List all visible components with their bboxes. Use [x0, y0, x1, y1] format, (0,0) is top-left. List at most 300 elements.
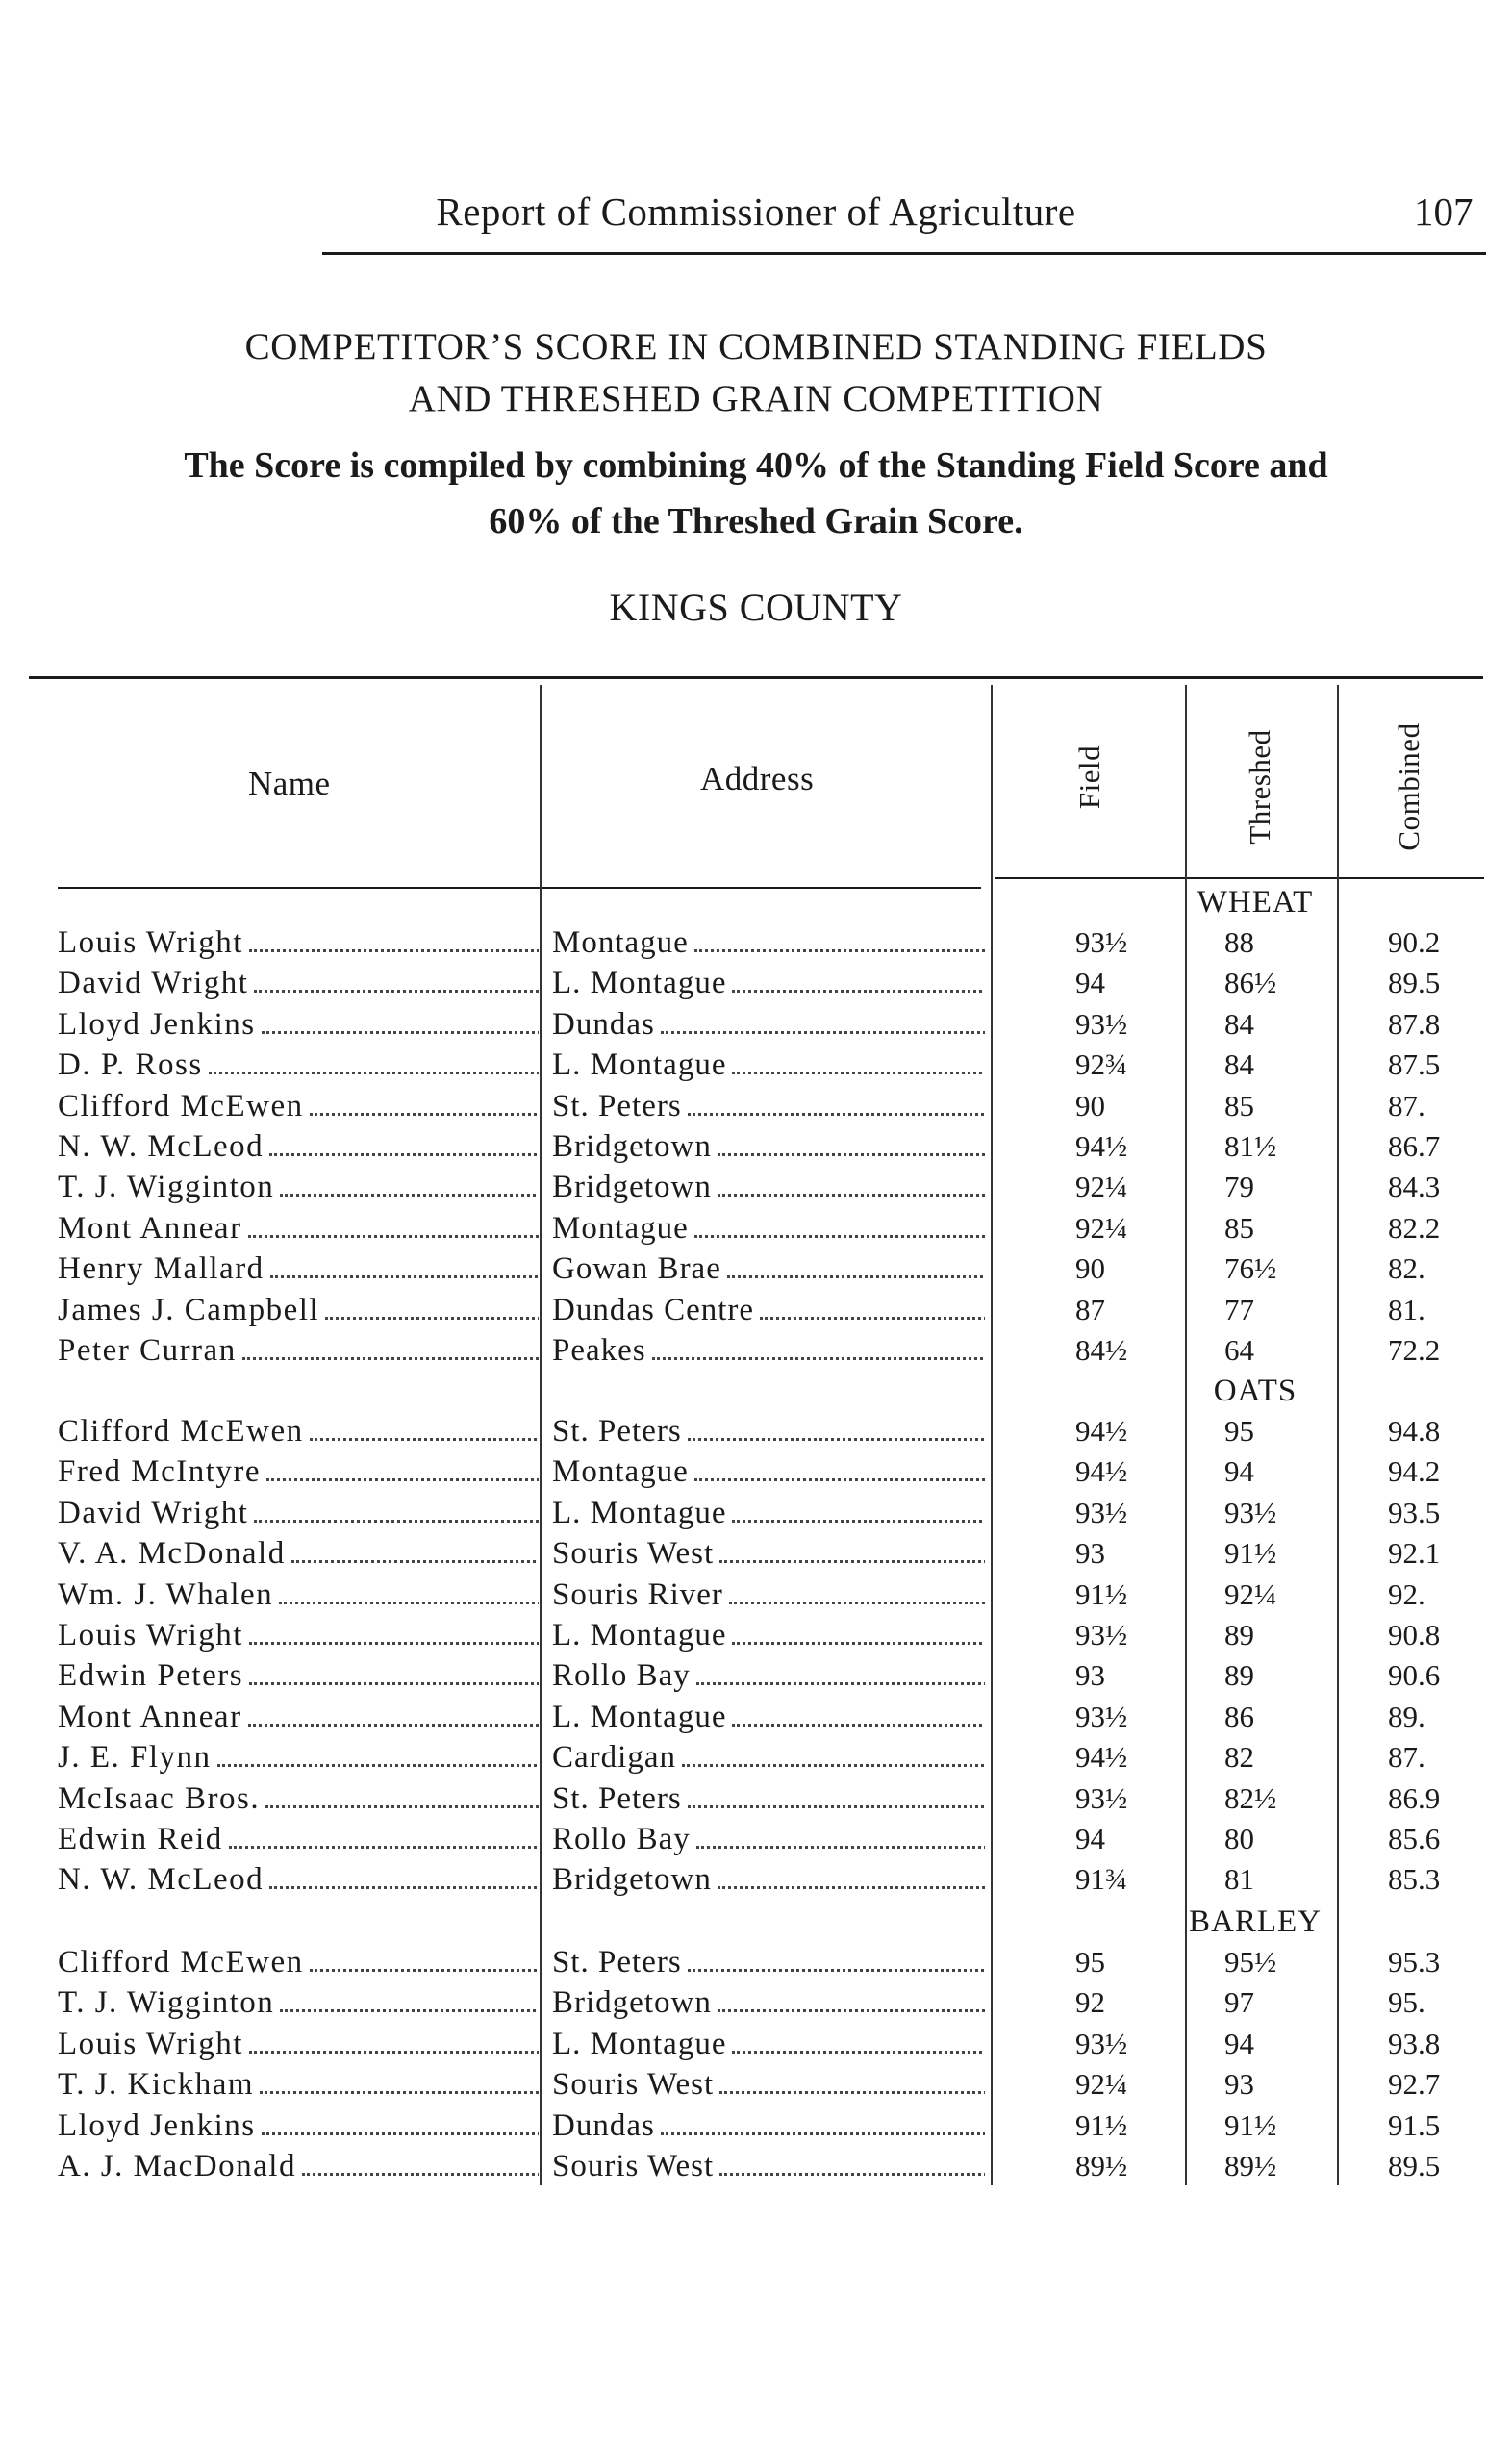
threshed-score	[1224, 1945, 1340, 1980]
combined-score-text: 86.7	[1388, 1129, 1441, 1163]
leader-dots	[682, 1764, 985, 1767]
competitor-name	[58, 1781, 539, 1817]
column-header-name: Name	[248, 765, 331, 802]
leader-dots	[260, 2091, 539, 2094]
competitor-name	[58, 1945, 539, 1980]
combined-score	[1388, 1536, 1484, 1571]
threshed-score	[1224, 1822, 1340, 1856]
leader-dots	[694, 1235, 985, 1238]
combined-score-text: 93.8	[1388, 2026, 1441, 2060]
combined-score-text: 87.	[1388, 1088, 1425, 1123]
field-score-text: 90	[1075, 1088, 1105, 1123]
competitor-name	[58, 1985, 539, 2021]
competitor-name-text: Lloyd Jenkins	[58, 2107, 256, 2143]
competitor-name-text: T. J. Wigginton	[58, 1170, 275, 1205]
competitor-name-text: J. E. Flynn	[58, 1740, 212, 1776]
leader-dots	[249, 1642, 539, 1645]
threshed-score	[1224, 925, 1340, 960]
leader-dots	[325, 1317, 539, 1320]
competitor-address	[552, 1251, 985, 1287]
competitor-address-text: St. Peters	[552, 1945, 682, 1980]
field-score	[1075, 2067, 1172, 2102]
threshed-score	[1224, 1658, 1340, 1693]
combined-score	[1388, 1618, 1484, 1652]
leader-dots	[696, 1846, 985, 1849]
competitor-name-text: Edwin Reid	[58, 1822, 223, 1856]
threshed-score-text: 76½	[1224, 1251, 1277, 1286]
field-score-text: 94½	[1075, 1454, 1128, 1489]
combined-score-text: 87.8	[1388, 1006, 1441, 1041]
combined-score	[1388, 1862, 1484, 1897]
leader-dots	[727, 1275, 985, 1278]
combined-score	[1388, 1577, 1484, 1612]
table-row	[0, 1700, 1512, 1740]
competitor-name-text: David Wright	[58, 966, 249, 1001]
field-score-text: 92¼	[1075, 2067, 1128, 2102]
combined-score	[1388, 1129, 1484, 1164]
combined-score	[1388, 1047, 1484, 1082]
field-score	[1075, 1333, 1172, 1368]
leader-dots	[265, 1805, 539, 1808]
competitor-address-text: L. Montague	[552, 2026, 727, 2061]
competitor-address	[552, 1740, 985, 1776]
threshed-score-text: 77	[1224, 1292, 1254, 1326]
column-header-address: Address	[700, 760, 815, 797]
competitor-name	[58, 1333, 539, 1369]
table-row	[0, 1862, 1512, 1903]
leader-dots	[270, 1275, 539, 1278]
threshed-score	[1224, 1047, 1340, 1082]
combined-score	[1388, 2149, 1484, 2183]
threshed-score-text: 95	[1224, 1414, 1254, 1448]
field-score	[1075, 1007, 1172, 1042]
threshed-score	[1224, 1454, 1340, 1489]
threshed-score-text: 86	[1224, 1699, 1254, 1733]
competitor-name-text: James J. Campbell	[58, 1292, 320, 1327]
threshed-score-text: 93	[1224, 2067, 1254, 2102]
section-label-oats: OATS	[1213, 1374, 1298, 1408]
leader-dots	[262, 2132, 539, 2135]
leader-dots	[229, 1846, 539, 1849]
combined-score-text: 72.2	[1388, 1333, 1441, 1367]
competitor-name	[58, 1618, 539, 1653]
combined-score	[1388, 1454, 1484, 1489]
field-score	[1075, 1047, 1172, 1082]
combined-score	[1388, 1333, 1484, 1368]
leader-dots	[291, 1560, 539, 1563]
leader-dots	[310, 1969, 539, 1972]
leader-dots	[760, 1317, 985, 1320]
threshed-score-text: 64	[1224, 1333, 1254, 1367]
competitor-name	[58, 1454, 539, 1490]
competitor-name-text: Henry Mallard	[58, 1251, 265, 1287]
table-row	[0, 1781, 1512, 1822]
leader-dots	[248, 1235, 539, 1238]
leader-dots	[269, 1886, 539, 1889]
competitor-address-text: L. Montague	[552, 1699, 727, 1734]
field-score-text: 93½	[1075, 1618, 1128, 1652]
combined-score-text: 86.9	[1388, 1780, 1441, 1815]
competitor-address-text: Rollo Bay	[552, 1658, 691, 1694]
field-score-text: 93	[1075, 1536, 1105, 1571]
column-header-combined: Combined	[1392, 722, 1425, 851]
table-row	[0, 1740, 1512, 1780]
combined-score	[1388, 1740, 1484, 1775]
threshed-score	[1224, 2108, 1340, 2143]
leader-dots	[719, 1560, 985, 1563]
competitor-name	[58, 1700, 539, 1735]
threshed-score-text: 88	[1224, 925, 1254, 959]
competitor-address	[552, 925, 985, 961]
field-score	[1075, 1496, 1172, 1530]
competitor-address	[552, 1414, 985, 1450]
combined-score	[1388, 1985, 1484, 2020]
competitor-address-text: St. Peters	[552, 1088, 682, 1123]
competitor-address	[552, 2108, 985, 2144]
field-score	[1075, 2149, 1172, 2183]
field-score-text: 93½	[1075, 1780, 1128, 1815]
threshed-score-text: 81	[1224, 1862, 1254, 1897]
competitor-name	[58, 1293, 539, 1328]
combined-score	[1388, 1251, 1484, 1286]
leader-dots	[661, 1031, 985, 1034]
field-score-text: 92¼	[1075, 1170, 1128, 1204]
threshed-score	[1224, 1985, 1340, 2020]
leader-dots	[732, 1072, 985, 1074]
leader-dots	[302, 2173, 539, 2176]
table-row	[0, 1211, 1512, 1251]
combined-score-text: 91.5	[1388, 2107, 1441, 2142]
leader-dots	[732, 1520, 985, 1523]
threshed-score	[1224, 2027, 1340, 2061]
field-score	[1075, 2108, 1172, 2143]
competitor-address-text: Rollo Bay	[552, 1822, 691, 1856]
combined-score-text: 90.8	[1388, 1618, 1441, 1652]
field-score-text: 90	[1075, 1251, 1105, 1286]
competitor-name	[58, 1170, 539, 1205]
competitor-address-text: Bridgetown	[552, 1862, 712, 1898]
table-row	[0, 1536, 1512, 1577]
competitor-address-text: Souris West	[552, 2149, 715, 2183]
threshed-score-text: 79	[1224, 1170, 1254, 1204]
competitor-address	[552, 1577, 985, 1613]
leader-dots	[732, 2051, 985, 2054]
table-row	[0, 1129, 1512, 1170]
competitor-name-text: T. J. Kickham	[58, 2067, 255, 2103]
field-score-text: 92	[1075, 1985, 1105, 2020]
combined-score-text: 85.3	[1388, 1862, 1441, 1897]
competitor-name	[58, 1862, 539, 1898]
competitor-address	[552, 1618, 985, 1653]
leader-dots	[209, 1072, 539, 1074]
leader-dots	[718, 1194, 985, 1197]
competitor-name	[58, 1536, 539, 1572]
field-score-text: 93½	[1075, 2026, 1128, 2060]
competitor-name-text: Clifford McEwen	[58, 1088, 304, 1123]
competitor-name	[58, 1740, 539, 1776]
competitor-address	[552, 1211, 985, 1247]
field-score-text: 93	[1075, 1658, 1105, 1693]
leader-dots	[279, 1602, 539, 1604]
competitor-name-text: Wm. J. Whalen	[58, 1577, 274, 1612]
threshed-score-text: 82	[1224, 1740, 1254, 1775]
table-row	[0, 1822, 1512, 1862]
leader-dots	[269, 1153, 539, 1156]
subtitle-line-1: The Score is compiled by combining 40% of the Standing Field Score and	[184, 445, 1328, 486]
competitor-name-text: Louis Wright	[58, 2026, 243, 2061]
leader-dots	[262, 1031, 539, 1034]
threshed-score-text: 89	[1224, 1618, 1254, 1652]
threshed-score	[1224, 1129, 1340, 1164]
field-score	[1075, 1862, 1172, 1897]
leader-dots	[688, 1113, 985, 1116]
field-score-text: 84½	[1075, 1333, 1128, 1367]
competitor-address-text: Dundas Centre	[552, 1292, 755, 1327]
competitor-address	[552, 1985, 985, 2021]
combined-score-text: 84.3	[1388, 1170, 1441, 1204]
competitor-name-text: Mont Annear	[58, 1699, 242, 1734]
threshed-score-text: 82½	[1224, 1780, 1277, 1815]
field-score	[1075, 2027, 1172, 2061]
competitor-name	[58, 1658, 539, 1694]
table-row	[0, 1454, 1512, 1495]
threshed-score-text: 85	[1224, 1210, 1254, 1245]
combined-score	[1388, 1700, 1484, 1734]
leader-dots	[280, 1194, 539, 1197]
threshed-score-text: 93½	[1224, 1495, 1277, 1529]
leader-dots	[254, 990, 539, 993]
combined-score	[1388, 2108, 1484, 2143]
competitor-name-text: Fred McIntyre	[58, 1454, 262, 1490]
combined-score-text: 94.2	[1388, 1454, 1441, 1489]
title-line-1: COMPETITOR’S SCORE IN COMBINED STANDING FIELDS	[244, 326, 1268, 367]
threshed-score	[1224, 966, 1340, 1000]
table-row	[0, 2108, 1512, 2149]
competitor-address-text: Bridgetown	[552, 1985, 712, 2021]
threshed-score-text: 94	[1224, 1454, 1254, 1489]
combined-score-text: 89.5	[1388, 966, 1441, 1000]
section-label-barley: BARLEY	[1189, 1905, 1322, 1939]
field-score	[1075, 1170, 1172, 1204]
combined-score-text: 87.5	[1388, 1047, 1441, 1082]
table-row	[0, 925, 1512, 966]
combined-score	[1388, 1211, 1484, 1246]
competitor-address	[552, 1007, 985, 1043]
field-score-text: 95	[1075, 1945, 1105, 1979]
combined-score-text: 82.2	[1388, 1210, 1441, 1245]
field-score	[1075, 966, 1172, 1000]
table-row	[0, 1985, 1512, 2026]
threshed-score	[1224, 1781, 1340, 1816]
competitor-address	[552, 1089, 985, 1124]
combined-score-text: 89.	[1388, 1699, 1425, 1733]
field-score-text: 94	[1075, 1822, 1105, 1855]
section-label-wheat: WHEAT	[1197, 885, 1314, 920]
competitor-name-text: Lloyd Jenkins	[58, 1006, 256, 1042]
competitor-address	[552, 2067, 985, 2103]
leader-dots	[732, 1642, 985, 1645]
combined-score-text: 95.3	[1388, 1945, 1441, 1979]
combined-score-text: 95.	[1388, 1985, 1425, 2020]
competitor-address	[552, 966, 985, 1001]
subtitle-line-2: 60% of the Threshed Grain Score.	[489, 501, 1023, 542]
competitor-address-text: Cardigan	[552, 1740, 676, 1776]
field-score	[1075, 1536, 1172, 1571]
threshed-score	[1224, 1170, 1340, 1204]
competitor-address	[552, 1129, 985, 1165]
table-row	[0, 1658, 1512, 1699]
leader-dots	[266, 1478, 539, 1481]
combined-score	[1388, 1293, 1484, 1327]
competitor-address-text: Montague	[552, 1210, 689, 1246]
table-row	[0, 1414, 1512, 1454]
competitor-name	[58, 1047, 539, 1083]
competitor-name-text: V. A. McDonald	[58, 1536, 286, 1572]
field-score-text: 87	[1075, 1292, 1105, 1326]
competitor-address-text: L. Montague	[552, 1618, 727, 1652]
header-rule	[322, 252, 1486, 255]
threshed-score-text: 92¼	[1224, 1577, 1277, 1611]
competitor-name-text: Louis Wright	[58, 925, 243, 960]
field-score-text: 94½	[1075, 1129, 1128, 1163]
combined-score-text: 82.	[1388, 1251, 1425, 1286]
column-header-field: Field	[1072, 744, 1106, 810]
table-row	[0, 1577, 1512, 1618]
threshed-score-text: 91½	[1224, 2107, 1277, 2142]
combined-score	[1388, 1089, 1484, 1123]
field-score	[1075, 1781, 1172, 1816]
competitor-name-text: N. W. McLeod	[58, 1862, 265, 1898]
leader-dots	[217, 1764, 539, 1767]
leader-dots	[310, 1113, 539, 1116]
combined-score	[1388, 1496, 1484, 1530]
leader-dots	[310, 1438, 539, 1441]
threshed-score	[1224, 1618, 1340, 1652]
table-row	[0, 1089, 1512, 1129]
threshed-score-text: 95½	[1224, 1945, 1277, 1979]
leader-dots	[688, 1969, 985, 1972]
combined-score	[1388, 1822, 1484, 1856]
table-row	[0, 1293, 1512, 1333]
competitor-name-text: Clifford McEwen	[58, 1945, 304, 1980]
competitor-name	[58, 925, 539, 961]
competitor-name	[58, 2067, 539, 2103]
field-score	[1075, 925, 1172, 960]
leader-dots	[254, 1520, 539, 1523]
threshed-score	[1224, 1333, 1340, 1368]
competitor-name-text: Peter Curran	[58, 1333, 237, 1368]
threshed-score-text: 91½	[1224, 1536, 1277, 1571]
table-row	[0, 2027, 1512, 2067]
field-score	[1075, 1251, 1172, 1286]
leader-dots	[719, 2173, 985, 2176]
name-header-rule	[58, 887, 981, 889]
threshed-score-text: 97	[1224, 1985, 1254, 2020]
combined-score	[1388, 966, 1484, 1000]
combined-score-text: 94.8	[1388, 1414, 1441, 1448]
combined-score	[1388, 1658, 1484, 1693]
combined-score-text: 92.	[1388, 1577, 1425, 1611]
competitor-name-text: Edwin Peters	[58, 1658, 244, 1694]
threshed-score	[1224, 1862, 1340, 1897]
competitor-address	[552, 1822, 985, 1857]
leader-dots	[696, 1682, 985, 1685]
field-score-text: 92¾	[1075, 1047, 1128, 1082]
leader-dots	[719, 2091, 985, 2094]
threshed-score-text: 94	[1224, 2026, 1254, 2060]
field-score	[1075, 1740, 1172, 1775]
competitor-address	[552, 2149, 985, 2184]
table-row	[0, 1007, 1512, 1047]
field-score	[1075, 1618, 1172, 1652]
threshed-score-text: 84	[1224, 1006, 1254, 1041]
competitor-name	[58, 1007, 539, 1043]
leader-dots	[688, 1805, 985, 1808]
combined-score-text: 85.6	[1388, 1822, 1441, 1855]
table-row	[0, 1618, 1512, 1658]
field-score	[1075, 1129, 1172, 1164]
title-line-2: AND THRESHED GRAIN COMPETITION	[408, 378, 1104, 419]
competitor-address	[552, 1862, 985, 1898]
combined-score-text: 89.5	[1388, 2149, 1441, 2182]
leader-dots	[249, 2051, 539, 2054]
combined-score	[1388, 2027, 1484, 2061]
competitor-name	[58, 2027, 539, 2062]
threshed-score-text: 80	[1224, 1822, 1254, 1855]
competitor-address-text: Dundas	[552, 2107, 655, 2143]
field-score	[1075, 1700, 1172, 1734]
leader-dots	[718, 1153, 985, 1156]
field-score-text: 94½	[1075, 1740, 1128, 1775]
field-score-text: 94½	[1075, 1414, 1128, 1448]
competitor-address-text: Bridgetown	[552, 1170, 712, 1205]
threshed-score	[1224, 1577, 1340, 1612]
competitor-address-text: Montague	[552, 925, 689, 960]
threshed-score-text: 89	[1224, 1658, 1254, 1693]
column-header-threshed: Threshed	[1243, 729, 1276, 845]
competitor-address-text: Souris West	[552, 1536, 715, 1572]
competitor-name-text: N. W. McLeod	[58, 1129, 265, 1164]
page-number: 107	[1414, 189, 1474, 234]
competitor-name-text: David Wright	[58, 1495, 249, 1530]
table-row	[0, 1496, 1512, 1536]
field-score-text: 94	[1075, 966, 1105, 1000]
competitor-name	[58, 1414, 539, 1450]
competitor-address	[552, 1333, 985, 1369]
competitor-name	[58, 1822, 539, 1857]
combined-score	[1388, 1170, 1484, 1204]
table-row	[0, 2149, 1512, 2189]
field-score	[1075, 1089, 1172, 1123]
table-row	[0, 966, 1512, 1006]
field-score-text: 93½	[1075, 1699, 1128, 1733]
competitor-address-text: Gowan Brae	[552, 1251, 721, 1287]
competitor-name	[58, 2108, 539, 2144]
competitor-name	[58, 1089, 539, 1124]
field-score	[1075, 1985, 1172, 2020]
combined-score	[1388, 925, 1484, 960]
combined-score	[1388, 1781, 1484, 1816]
leader-dots	[732, 990, 985, 993]
field-score	[1075, 1945, 1172, 1980]
table-row	[0, 1945, 1512, 1985]
leader-dots	[280, 2009, 539, 2012]
competitor-name	[58, 1577, 539, 1613]
field-score	[1075, 1414, 1172, 1449]
competitor-name-text: McIsaac Bros.	[58, 1780, 261, 1816]
leader-dots	[718, 2009, 985, 2012]
combined-score-text: 90.6	[1388, 1658, 1441, 1693]
